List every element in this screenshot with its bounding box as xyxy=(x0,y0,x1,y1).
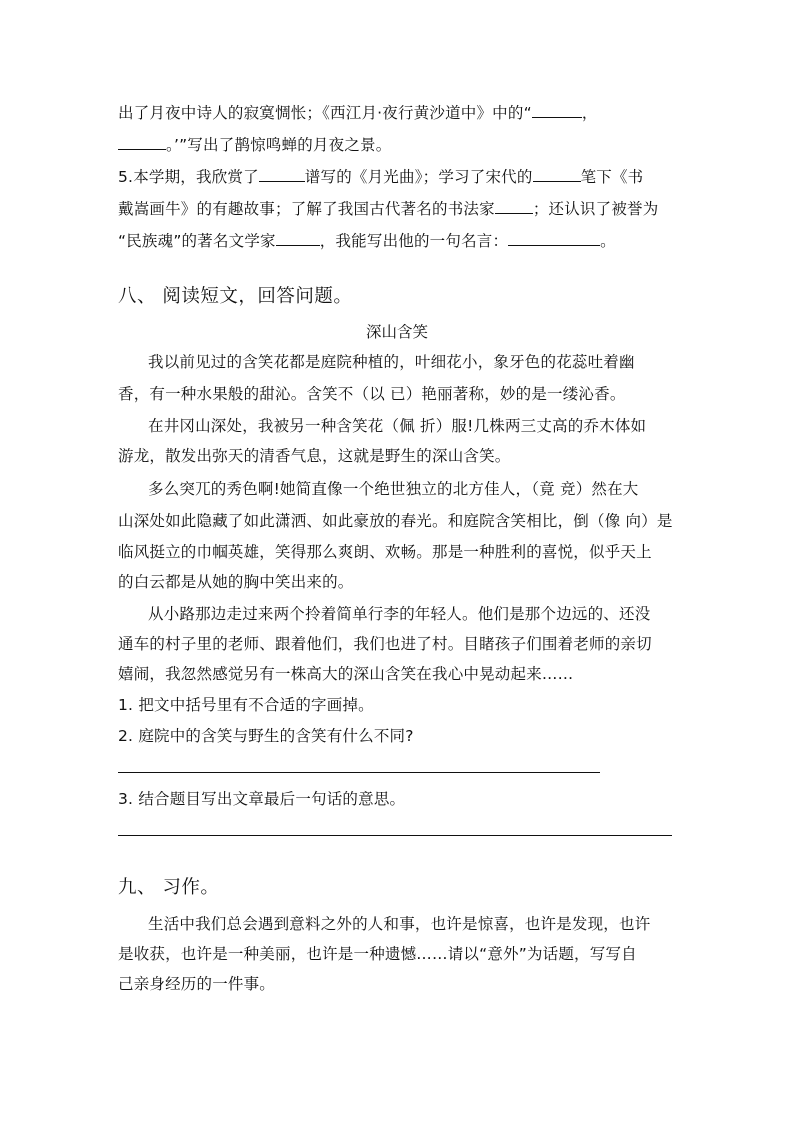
answer-blank[interactable] xyxy=(276,230,320,246)
passage-line: 临风挺立的巾帼英雄，笑得那么爽朗、欢畅。那是一种胜利的喜悦，似乎天上 xyxy=(118,543,652,561)
q5-text: ；还认识了被誉为 xyxy=(532,200,659,218)
q5-text: “民族魂”的著名文学家 xyxy=(118,232,276,250)
passage-line: 的白云都是从她的胸中笑出来的。 xyxy=(118,573,354,591)
passage-line: 多么突兀的秀色啊!她简直像一个绝世独立的北方佳人，（竟 竞）然在大 xyxy=(148,480,639,498)
answer-blank[interactable] xyxy=(118,134,166,150)
essay-prompt-line: 是收获，也许是一种美丽，也许是一种遗憾……请以“意外”为话题，写写自 xyxy=(118,945,637,963)
passage-line: 游龙，散发出弥天的清香气息，这就是野生的深山含笑。 xyxy=(118,447,511,465)
question-2: 2. 庭院中的含笑与野生的含笑有什么不同? xyxy=(118,727,414,745)
essay-prompt-line: 己亲身经历的一件事。 xyxy=(118,975,276,993)
q5-line-3 xyxy=(118,230,616,251)
answer-blank[interactable] xyxy=(532,102,582,118)
passage-line: 嬉闹，我忽然感觉另有一株高大的深山含笑在我心中晃动起来…… xyxy=(118,665,574,683)
section-9-heading: 九、 习作。 xyxy=(118,877,220,898)
question-1: 1. 把文中括号里有不合适的字画掉。 xyxy=(118,696,374,714)
q5-text: 笔下《书 xyxy=(580,168,644,186)
q5-text: ，我能写出他的一句名言： xyxy=(319,232,509,250)
passage-line: 香，有一种水果般的甜沁。含笑不（以 已）艳丽著称，妙的是一缕沁香。 xyxy=(118,385,626,403)
q5-line-2 xyxy=(118,198,658,219)
answer-blank[interactable] xyxy=(508,230,600,246)
q5-text: 。 xyxy=(600,232,616,250)
passage-line: 在井冈山深处，我被另一种含笑花（佩 折）服!几株两三丈高的乔木体如 xyxy=(148,417,647,435)
answer-line-q3[interactable] xyxy=(118,835,672,836)
q5-text: 戴嵩画牛》的有趣故事；了解了我国古代著名的书法家 xyxy=(118,200,495,218)
answer-blank[interactable] xyxy=(533,166,581,182)
answer-blank[interactable] xyxy=(259,166,305,182)
poetry-text: ， xyxy=(581,104,598,122)
poetry-text: 出了月夜中诗人的寂寞惆怅；《西江月·夜行黄沙道中》中的“ xyxy=(118,104,532,122)
passage-title: 深山含笑 xyxy=(365,323,428,341)
q5-text: 谱写的《月光曲》；学习了宋代的 xyxy=(304,168,533,186)
passage-line: 我以前见过的含笑花都是庭院种植的，叶细花小，象牙色的花蕊吐着幽 xyxy=(148,353,635,371)
section-8-heading: 八、 阅读短文，回答问题。 xyxy=(118,286,353,307)
essay-prompt-line: 生活中我们总会遇到意料之外的人和事，也许是惊喜，也许是发现，也许 xyxy=(148,915,651,933)
answer-blank[interactable] xyxy=(495,198,533,214)
answer-line-q2[interactable] xyxy=(118,772,600,773)
question-3: 3. 结合题目写出文章最后一句话的意思。 xyxy=(118,790,406,808)
poetry-text: 。’”写出了鹊惊鸣蝉的月夜之景。 xyxy=(166,136,392,154)
q5-line-1 xyxy=(118,166,643,187)
passage-line: 从小路那边走过来两个拎着简单行李的年轻人。他们是那个边远的、还没 xyxy=(148,605,651,623)
poetry-line-2 xyxy=(118,134,391,155)
poetry-line-1 xyxy=(118,102,598,123)
passage-line: 通车的村子里的老师、跟着他们，我们也进了村。目睹孩子们围着老师的亲切 xyxy=(118,635,652,653)
passage-line: 山深处如此隐藏了如此潇洒、如此豪放的春光。和庭院含笑相比，倒（像 向）是 xyxy=(118,512,673,530)
q5-text: 5.本学期，我欣赏了 xyxy=(118,168,259,186)
